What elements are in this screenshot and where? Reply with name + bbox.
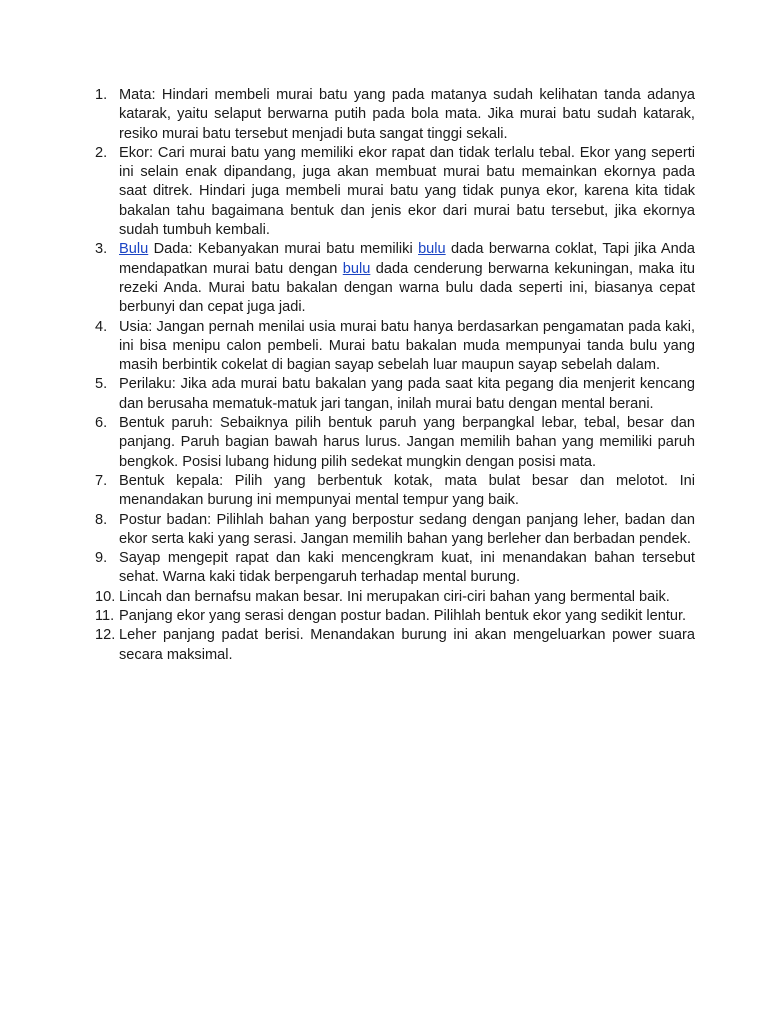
- document-page: [95, 86, 695, 665]
- item-text: Panjang ekor yang serasi dengan postur badan. Pilihlah bentuk ekor yang sedikit lentur.: [119, 608, 687, 625]
- item-text: Usia: Jangan pernah menilai usia murai batu hanya berdasarkan pengamatan pada kaki, ini bisa menipu calon pembeli. Murai batu bakalan muda mempunyai tanda bulu yang masih berbintik cokelat di bagian sayap sebelah luar maupun sayap sebelah dalam.: [119, 318, 695, 374]
- item-text: Leher panjang padat berisi. Menandakan burung ini akan mengeluarkan power suara secara maksimal.: [119, 627, 695, 663]
- item-number: 12.: [95, 627, 116, 644]
- item-text: Bentuk paruh: Sebaiknya pilih bentuk paruh yang berpangkal lebar, tebal, besar dan panjang. Paruh bagian bawah harus lurus. Jangan memilih bahan yang memiliki paruh bengkok. Posisi lubang hidung pilih sedekat mungkin dengan posisi mata.: [119, 415, 695, 470]
- numbered-list: [95, 86, 695, 665]
- item-text: Sayap mengepit rapat dan kaki mencengkram kuat, ini menandakan bahan tersebut sehat. Warna kaki tidak berpengaruh terhadap mental burung.: [119, 550, 695, 586]
- list-item-5: [95, 375, 695, 414]
- item-text-part: dada berwarna coklat, Tapi jika Anda mendapatkan murai batu dengan: [119, 241, 695, 277]
- item-number: 2.: [95, 144, 108, 161]
- item-number: 5.: [95, 376, 108, 393]
- list-item-3: [95, 240, 695, 317]
- item-number: 11.: [95, 608, 115, 625]
- link-bulu-2[interactable]: bulu: [418, 241, 446, 258]
- item-number: 8.: [95, 511, 108, 528]
- item-number: 6.: [95, 415, 108, 432]
- item-text: Bentuk kepala: Pilih yang berbentuk kotak, mata bulat besar dan melotot. Ini menandakan burung ini mempunyai mental tempur yang baik.: [119, 472, 695, 509]
- item-number: 4.: [95, 318, 108, 335]
- item-text: Perilaku: Jika ada murai batu bakalan yang pada saat kita pegang dia menjerit kencang dan berusaha mematuk-matuk jari tangan, inilah murai batu dengan mental berani.: [119, 376, 695, 412]
- list-item-1: [95, 86, 695, 144]
- item-number: 10.: [95, 588, 116, 605]
- item-text: Postur badan: Pilihlah bahan yang berpostur sedang dengan panjang leher, badan dan ekor serta kaki yang serasi. Jangan memilih bahan yang berleher dan berbadan pendek.: [119, 511, 695, 547]
- item-text: Lincah dan bernafsu makan besar. Ini merupakan ciri-ciri bahan yang bermental baik.: [119, 588, 670, 605]
- link-bulu-1[interactable]: Bulu: [119, 241, 149, 258]
- item-text-part: dada cenderung berwarna kekuningan, maka itu rezeki Anda. Murai batu bakalan dengan warna bulu dada seperti ini, biasanya cepat berbunyi dan cepat juga jadi.: [119, 260, 695, 316]
- item-number: 7.: [95, 472, 108, 489]
- list-item-4: [95, 318, 695, 376]
- item-text-part: Dada: Kebanyakan murai batu memiliki: [148, 241, 419, 258]
- item-text: [119, 241, 695, 315]
- list-item-9: [95, 549, 695, 588]
- list-item-7: [95, 472, 695, 511]
- list-item-11: [95, 607, 695, 626]
- list-item-2: [95, 144, 695, 240]
- link-bulu-3[interactable]: bulu: [342, 260, 371, 277]
- list-item-10: [95, 588, 695, 607]
- list-item-12: [95, 626, 695, 665]
- list-item-8: [95, 511, 695, 550]
- item-text: Mata: Hindari membeli murai batu yang pada matanya sudah kelihatan tanda adanya katarak, yaitu selaput berwarna putih pada bola mata. Jika murai batu sudah katarak, resiko murai batu tersebut menjadi buta sangat tinggi sekali.: [119, 87, 695, 142]
- item-number: 3.: [95, 241, 108, 258]
- list-item-6: [95, 414, 695, 472]
- item-text: Ekor: Cari murai batu yang memiliki ekor rapat dan tidak terlalu tebal. Ekor yang seperti ini selain enak dipandang, juga akan membuat murai batu memainkan ekornya pada saat ditrek. Hindari juga membeli murai batu yang tidak punya ekor, karena kita tidak bakalan tahu bagaimana bentuk dan jenis ekor dari murai batu tersebut, jika ekornya sudah tumbuh kembali.: [119, 144, 695, 239]
- item-number: 9.: [95, 550, 108, 567]
- item-number: 1.: [95, 87, 108, 103]
